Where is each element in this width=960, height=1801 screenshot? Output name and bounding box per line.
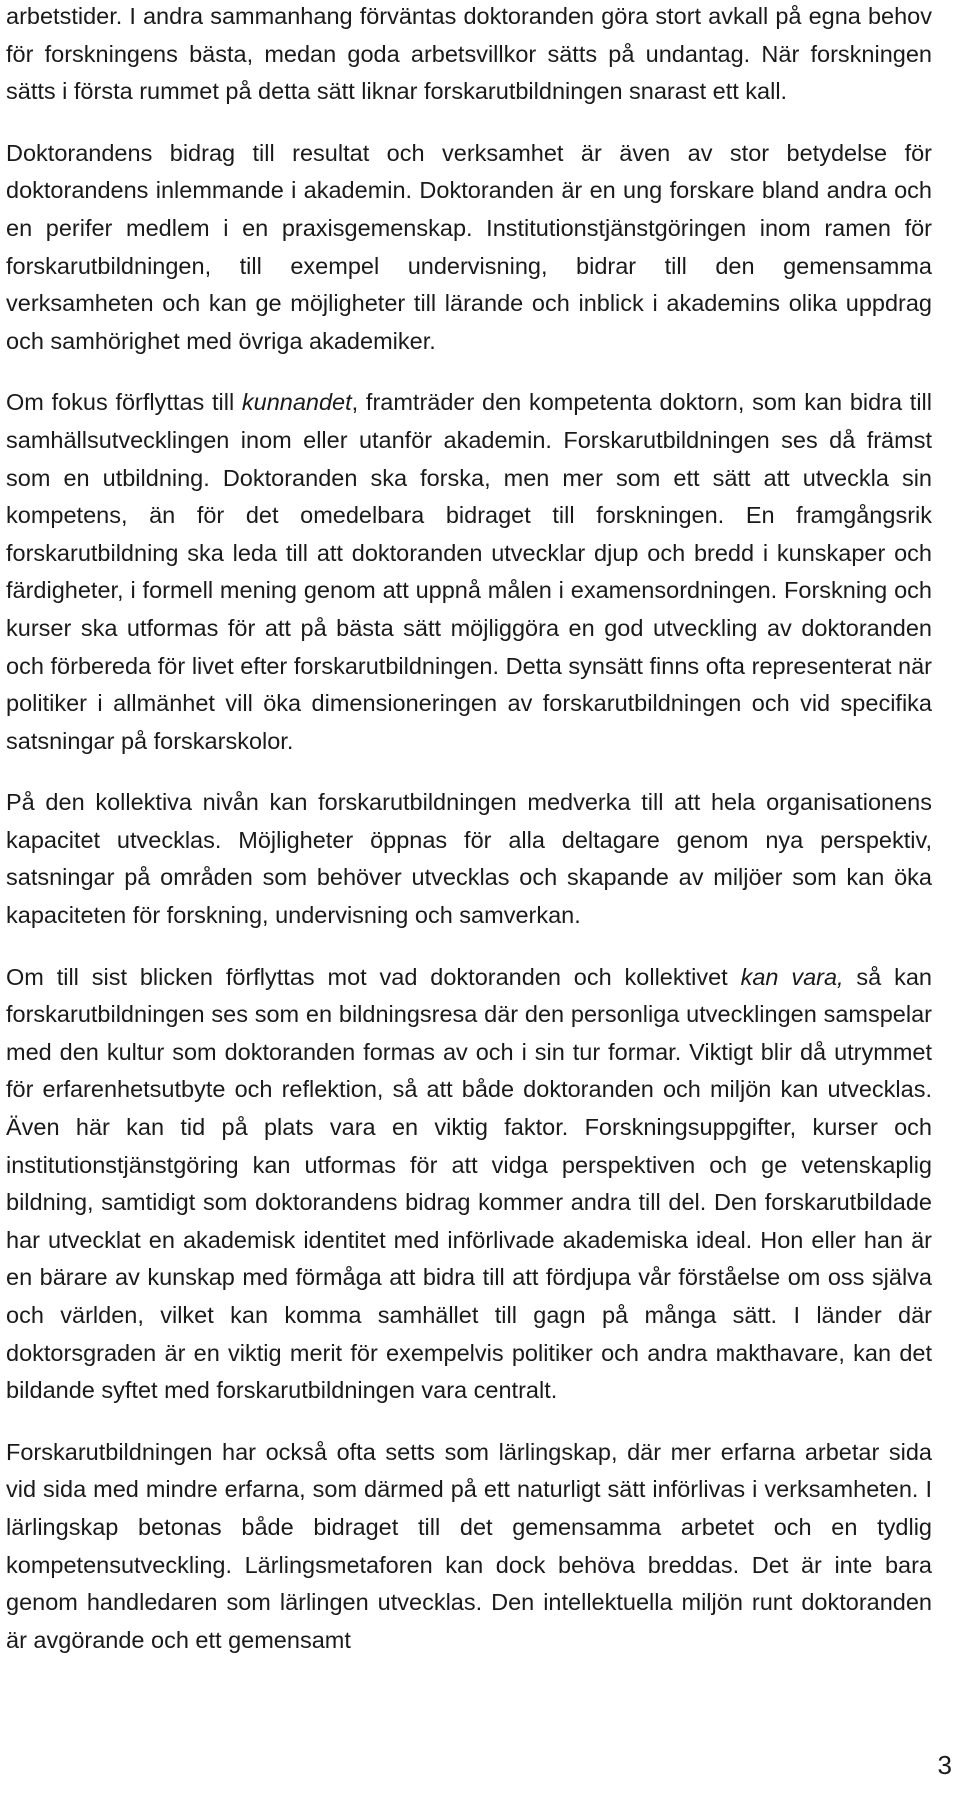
paragraph-4 [6,784,932,934]
paragraph-3-emphasis: kunnandet [241,389,352,416]
paragraph-2-text: Doktorandens bidrag till resultat och verksamhet är även av stor betydelse för doktorandens inlemmande i akademin. Doktoranden är en ung forskare bland andra och en perifer medlem i en praxisgemenskap. Institutionstjänstgöringen inom ramen för forskarutbildningen, till exempel undervisning, bidrar till den gemensamma verksamheten och kan ge möjligheter till lärande och inblick i akademins olika uppdrag och samhörighet med övriga akademiker. [6,139,932,354]
paragraph-4-text: På den kollektiva nivån kan forskarutbildningen medverka till att hela organisationens kapacitet utvecklas. Möjligheter öppnas för alla deltagare genom nya perspektiv, satsningar på områden som behöver utvecklas och skapande av miljöer som kan öka kapaciteten för forskning, undervisning och samverkan. [6,789,932,929]
paragraph-5-text-start: Om till sist blicken förflyttas mot vad doktoranden och kollektivet [6,963,741,990]
paragraph-3 [6,384,932,760]
paragraph-3-text-end: , framträder den kompetenta doktorn, som kan bidra till samhällsutvecklingen inom eller utanför akademin. Forskarutbildningen ses då främst som en utbildning. Doktoranden ska forska, men mer som ett sätt att utveckla sin kompetens, än för det omedelbara bidraget till forskningen. En framgångsrik forskarutbildning ska leda till att doktoranden utvecklar djup och bredd i kunskaper och färdigheter, i formell mening genom att uppnå målen i examensordningen. Forskning och kurser ska utformas för att på bästa sätt möjliggöra en god utveckling av doktoranden och förbereda för livet efter forskarutbildningen. Detta synsätt finns ofta representerat när politiker i allmänhet vill öka dimensioneringen av forskarutbildningen och vid specifika satsningar på forskarskolor. [6,389,932,754]
body-text [6,0,932,1683]
page-number: 3 [937,1750,952,1780]
paragraph-6-text: Forskarutbildningen har också ofta setts som lärlingskap, där mer erfarna arbetar sida vid sida med mindre erfarna, som därmed på ett naturligt sätt införlivas i verksamheten. I lärlingskap betonas både bidraget till det gemensamma arbetet och en tydlig kompetensutveckling. Lärlingsmetaforen kan dock behöva breddas. Det är inte bara genom handledaren som lärlingen utvecklas. Den intellektuella miljön runt doktoranden är avgörande och ett gemensamt [6,1438,932,1653]
paragraph-5-text-end: så kan forskarutbildningen ses som en bildningsresa där den personliga utvecklingen samspelar med den kultur som doktoranden formas av och i sin tur formar. Viktigt blir då utrymmet för erfarenhetsutbyte och reflektion, så att både doktoranden och miljön kan utvecklas. Även här kan tid på plats vara en viktig faktor. Forskningsuppgifter, kurser och institutionstjänstgöring kan utformas för att vidga perspektiven och ge vetenskaplig bildning, samtidigt som doktorandens bidrag kommer andra till del. Den forskarutbildade har utvecklat en akademisk identitet med införlivade akademiska ideal. Hon eller han är en bärare av kunskap med förmåga att bidra till att fördjupa vår förståelse om oss själva och världen, vilket kan komma samhället till gagn på många sätt. I länder där doktorsgraden är en viktig merit för exempelvis politiker och andra makthavare, kan det bildande syftet med forskarutbildningen vara centralt. [6,963,932,1404]
paragraph-2 [6,135,932,361]
paragraph-5-emphasis: kan vara, [740,963,844,990]
paragraph-3-text-start: Om fokus förflyttas till [6,389,242,416]
paragraph-5 [6,959,932,1410]
paragraph-6 [6,1434,932,1660]
paragraph-1-text: arbetstider. I andra sammanhang förväntas doktoranden göra stort avkall på egna behov för forskningens bästa, medan goda arbetsvillkor sätts på undantag. När forskningen sätts i första rummet på detta sätt liknar forskarutbildningen snarast ett kall. [6,3,932,105]
paragraph-1 [6,0,932,111]
